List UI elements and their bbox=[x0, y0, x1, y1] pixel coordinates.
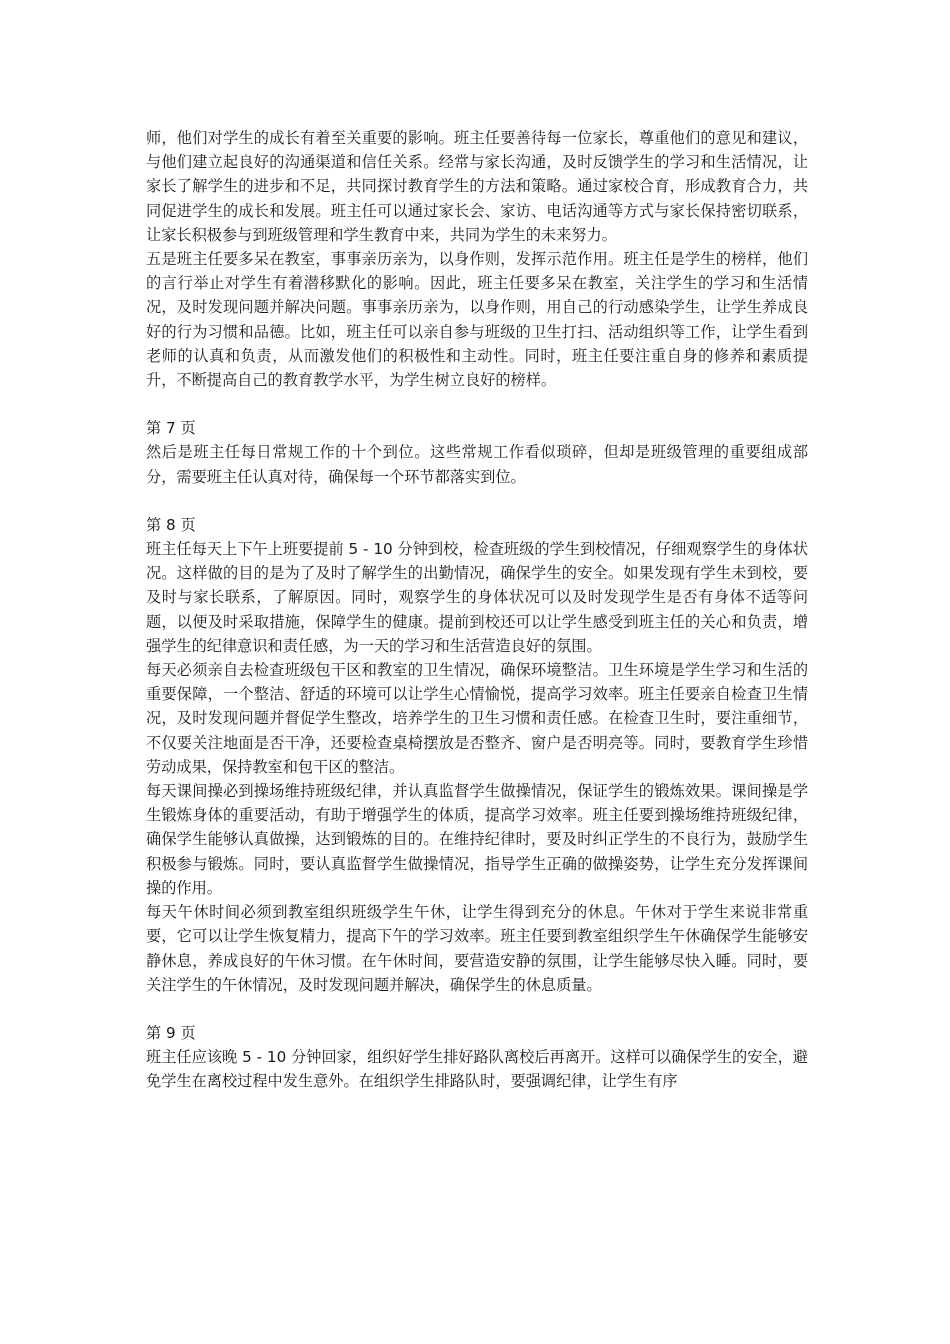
blank-line bbox=[146, 392, 808, 416]
paragraph-parent-communication: 师，他们对学生的成长有着至关重要的影响。班主任要善待每一位家长，尊重他们的意见和建议，与他们建立起良好的沟通渠道和信任关系。经常与家长沟通，及时反馈学生的学习和生活情况，让家长了解学生的进步和不足，共同探讨教育学生的方法和策略。通过家校合育，形成教育合力，共同促进学生的成长和发展。班主任可以通过家长会、家访、电话沟通等方式与家长保持密切联系，让家长积极参与到班级管理和学生教育中来，共同为学生的未来努力。 bbox=[146, 129, 808, 244]
paragraph-role-model: 五是班主任要多呆在教室，事事亲历亲为，以身作则，发挥示范作用。班主任是学生的榜样，他们的言行举止对学生有着潜移默化的影响。因此，班主任要多呆在教室，关注学生的学习和生活情况，及时发现问题并解决问题。事事亲历亲为，以身作则，用自己的行动感染学生，让学生养成良好的行为习惯和品德。比如，班主任可以亲自参与班级的卫生打扫、活动组织等工作，让学生看到老师的认真和负责，从而激发他们的积极性和主动性。同时，班主任要注重自身的修养和素质提升，不断提高自己的教育教学水平，为学生树立良好的榜样。 bbox=[146, 250, 808, 390]
paragraph-daily-routine-intro: 然后是班主任每日常规工作的十个到位。这些常规工作看似琐碎，但却是班级管理的重要组成部分，需要班主任认真对待，确保每一个环节都落实到位。 bbox=[146, 443, 808, 486]
paragraph-exercise-break: 每天课间操必到操场维持班级纪律，并认真监督学生做操情况，保证学生的锻炼效果。课间操是学生锻炼身体的重要活动，有助于增强学生的体质，提高学习效率。班主任要到操场维持班级纪律，确保学生能够认真做操，达到锻炼的目的。在维持纪律时，要及时纠正学生的不良行为，鼓励学生积极参与锻炼。同时，要认真监督学生做操情况，指导学生正确的做操姿势，让学生充分发挥课间操的作用。 bbox=[146, 782, 808, 897]
page-number-8: 第 8 页 bbox=[146, 515, 196, 534]
paragraph-hygiene-check: 每天必须亲自去检查班级包干区和教室的卫生情况，确保环境整洁。卫生环境是学生学习和生活的重要保障，一个整洁、舒适的环境可以让学生心情愉悦，提高学习效率。班主任要亲自检查卫生情况，及时发现问题并督促学生整改，培养学生的卫生习惯和责任感。在检查卫生时，要注重细节，不仅要关注地面是否干净，还要检查桌椅摆放是否整齐、窗户是否明亮等。同时，要教育学生珍惜劳动成果，保持教室和包干区的整洁。 bbox=[146, 661, 808, 776]
page-number-9: 第 9 页 bbox=[146, 1023, 196, 1042]
page-number-7: 第 7 页 bbox=[146, 419, 196, 438]
paragraph-leave-late: 班主任应该晚 5 - 10 分钟回家，组织好学生排好路队离校后再离开。这样可以确保学生的安全，避免学生在离校过程中发生意外。在组织学生排路队时，要强调纪律，让学生有序 bbox=[146, 1048, 808, 1091]
paragraph-arrive-early: 班主任每天上下午上班要提前 5 - 10 分钟到校，检查班级的学生到校情况，仔细观察学生的身体状况。这样做的目的是为了及时了解学生的出勤情况，确保学生的安全。如果发现有学生未到校，要及时与家长联系，了解原因。同时，观察学生的身体状况可以及时发现学生是否有身体不适等问题，以便及时采取措施，保障学生的健康。提前到校还可以让学生感受到班主任的关心和负责，增强学生的纪律意识和责任感，为一天的学习和生活营造良好的氛围。 bbox=[146, 540, 808, 655]
document-page bbox=[146, 126, 808, 1094]
blank-line bbox=[146, 489, 808, 513]
paragraph-noon-rest: 每天午休时间必须到教室组织班级学生午休，让学生得到充分的休息。午休对于学生来说非常重要，它可以让学生恢复精力，提高下午的学习效率。班主任要到教室组织学生午休确保学生能够安静休息，养成良好的午休习惯。在午休时间，要营造安静的氛围，让学生能够尽快入睡。同时，要关注学生的午休情况，及时发现问题并解决，确保学生的休息质量。 bbox=[146, 903, 808, 994]
blank-line bbox=[146, 997, 808, 1021]
